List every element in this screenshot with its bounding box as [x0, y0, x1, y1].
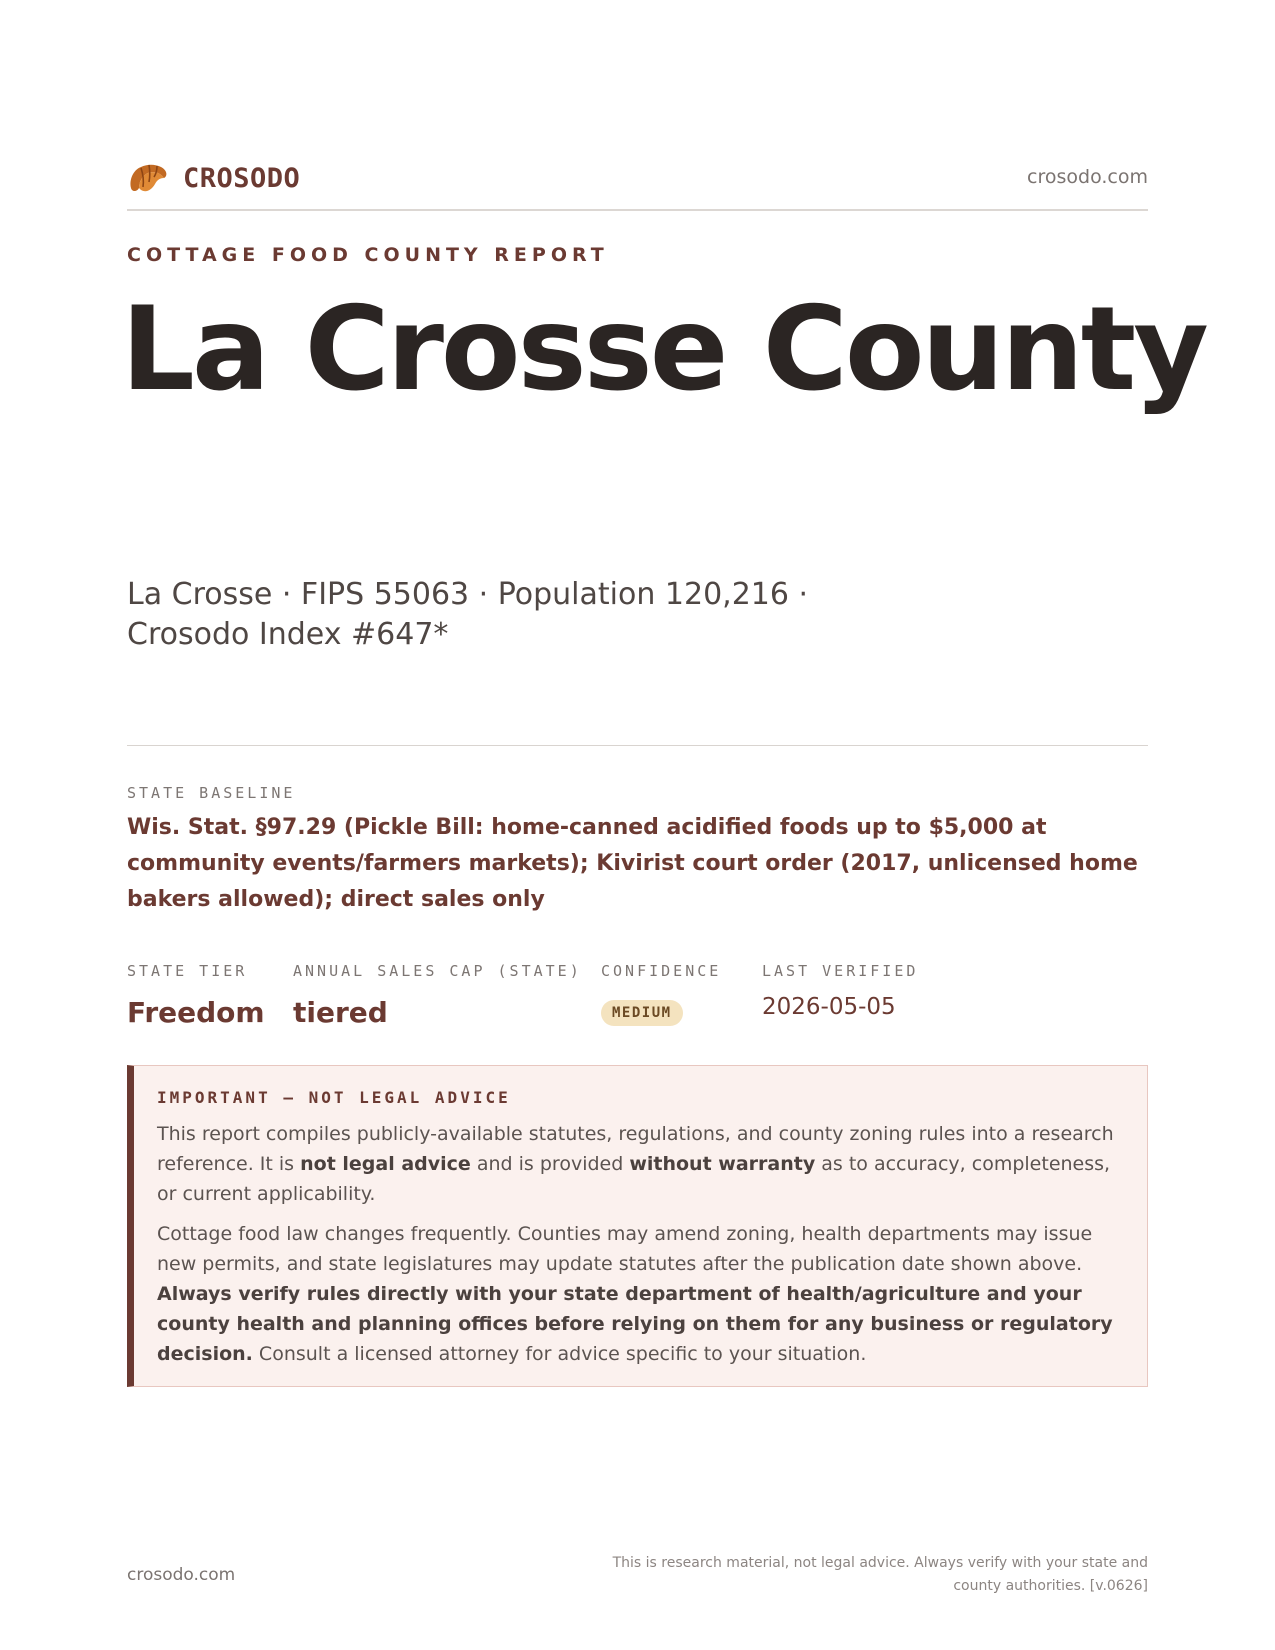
header-divider: [127, 209, 1148, 211]
sales-cap-value: tiered: [293, 996, 388, 1029]
footer-site-url[interactable]: crosodo.com: [127, 1565, 236, 1585]
stat-state-tier: [127, 962, 265, 1029]
notice-emphasis: not legal advice: [300, 1153, 471, 1175]
county-meta: La Crosse · FIPS 55063 · Population 120,216 · Crosodo Index #647*: [127, 577, 809, 652]
confidence-badge: MEDIUM: [601, 1000, 683, 1026]
sales-cap-label: ANNUAL SALES CAP (STATE): [293, 962, 582, 980]
header-site-url[interactable]: crosodo.com: [1027, 166, 1148, 188]
stat-last-verified: [762, 962, 918, 1020]
croissant-icon: [127, 158, 169, 198]
state-baseline-text: Wis. Stat. §97.29 (Pickle Bill: home-canned acidified foods up to $5,000 at community events/farmers markets); Kivirist court order (2017, unlicensed home bakers allowed); direct sales only: [127, 815, 1138, 912]
brand-name: CROSODO: [183, 162, 301, 194]
notice-emphasis: without warranty: [629, 1153, 816, 1175]
stat-annual-sales-cap: [293, 962, 582, 1029]
state-baseline-label: STATE BASELINE: [127, 784, 296, 802]
confidence-label: CONFIDENCE: [601, 962, 722, 980]
notice-emphasis: Always verify rules directly with your state department of health/agriculture and your county health and planning offices before relying on them for any business or regulatory decision.: [157, 1283, 1113, 1365]
notice-text: Consult a licensed attorney for advice specific to your situation.: [252, 1343, 867, 1365]
report-page: [121, 0, 1206, 1650]
page-title: La Crosse County: [121, 282, 1206, 417]
footer-disclaimer: This is research material, not legal advice. Always verify with your state and county authorities. [v.0626]: [612, 1555, 1148, 1594]
notice-title: IMPORTANT — NOT LEGAL ADVICE: [157, 1088, 511, 1107]
state-tier-value: Freedom: [127, 996, 265, 1029]
stat-confidence: [601, 962, 721, 1026]
notice-paragraph-2: [157, 1219, 1121, 1369]
notice-text: and is provided: [470, 1153, 630, 1175]
state-tier-label: STATE TIER: [127, 962, 248, 980]
report-eyebrow: COTTAGE FOOD COUNTY REPORT: [127, 244, 609, 266]
section-divider: [127, 745, 1148, 746]
last-verified-label: LAST VERIFIED: [762, 962, 919, 980]
notice-text: This report compiles publicly-available statutes, regulations, and county zoning rules into a research reference. It is: [157, 1123, 1114, 1175]
notice-paragraph-1: [157, 1119, 1121, 1209]
brand: [127, 158, 300, 198]
legal-notice: [127, 1065, 1148, 1387]
notice-text: Cottage food law changes frequently. Counties may amend zoning, health departments may issue new permits, and state legislatures may update statutes after the publication date shown above.: [157, 1223, 1093, 1275]
page-header: [127, 158, 1148, 202]
last-verified-value: 2026-05-05: [762, 994, 896, 1020]
notice-text: as to accuracy, completeness, or current applicability.: [157, 1153, 1111, 1205]
